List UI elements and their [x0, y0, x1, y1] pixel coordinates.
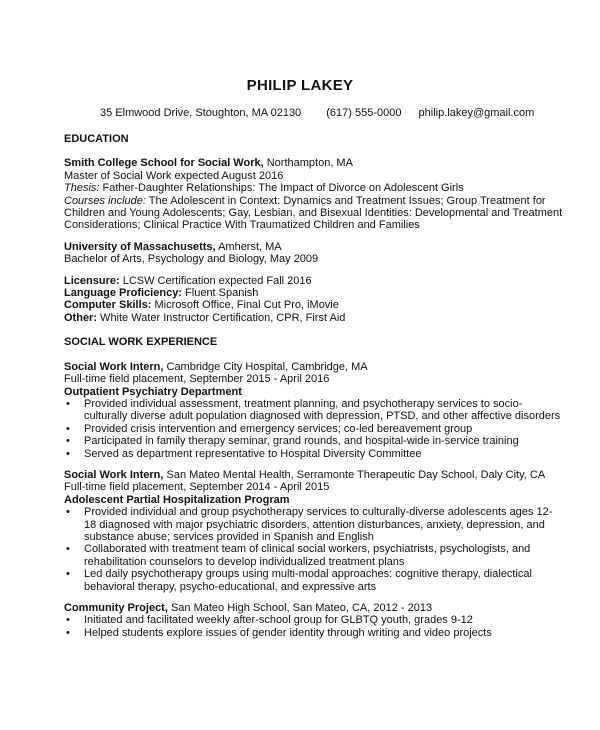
courses-line-1: The Adolescent in Context: Dynamics and Treatment Issues; Group Treatment for: [145, 194, 546, 207]
experience-heading: SOCIAL WORK EXPERIENCE: [64, 336, 218, 349]
smith-degree: Master of Social Work expected August 2016: [64, 169, 284, 182]
courses-line-2: Children and Young Adolescents; Gay, Lesbian, and Bisexual Identities: Developmental and Treatment: [64, 207, 563, 220]
education-heading: EDUCATION: [64, 133, 129, 145]
thesis-text: Father-Daughter Relationships: The Impact of Divorce on Adolescent Girls: [99, 182, 464, 195]
job-community: [64, 602, 564, 639]
umass-school: University of Massachusetts,: [64, 240, 216, 253]
list-item: • Helped students explore issues of gender identity through writing and video projects: [64, 627, 564, 639]
job3-place: San Mateo High School, San Mateo, CA, 2012 - 2013: [167, 602, 433, 614]
job1-bullets: [64, 398, 564, 460]
skills-block: [64, 275, 564, 325]
job1-dept: Outpatient Psychiatry Department: [64, 385, 242, 398]
skill-label: Computer Skills:: [64, 299, 152, 312]
job-san-mateo: [64, 469, 564, 593]
job2-title: Social Work Intern,: [64, 468, 164, 481]
list-item: • Provided individual and group psychotherapy services to culturally-diverse adolescents ages 12-18 diagnosed with major psychiatric disorders, attention disturbances, anxiety, depression, and substance abuse; services provided in Spanish and English: [64, 506, 564, 543]
list-item: • Participated in family therapy seminar, grand rounds, and hospital-wide in-service training: [64, 435, 564, 447]
list-item: • Collaborated with treatment team of clinical social workers, psychiatrists, psychologists, and rehabilitation counselors to develop individualized treatment plans: [64, 543, 564, 568]
job3-bullets: [64, 614, 564, 639]
smith-school: Smith College School for Social Work,: [64, 157, 264, 170]
job1-dates: Full-time field placement, September 2015 - April 2016: [64, 373, 330, 386]
job-cambridge: [64, 361, 564, 460]
skill-value: Microsoft Office, Final Cut Pro, iMovie: [151, 299, 339, 312]
contact-phone: (617) 555-0000: [326, 107, 402, 119]
education-umass: [64, 241, 564, 266]
job2-dept: Adolescent Partial Hospitalization Program: [64, 493, 290, 506]
job2-bullets: [64, 506, 564, 593]
job3-title: Community Project,: [64, 602, 168, 614]
skill-value: White Water Instructor Certification, CPR, First Aid: [97, 311, 346, 324]
smith-location: Northampton, MA: [263, 157, 353, 170]
resume-body: [64, 133, 564, 639]
list-item: • Served as department representative to Hospital Diversity Committee: [64, 448, 564, 460]
contact-email: philip.lakey@gmail.com: [418, 107, 535, 119]
skill-label: Licensure:: [64, 274, 120, 287]
contact-address: 35 Elmwood Drive, Stoughton, MA 02130: [100, 107, 302, 119]
umass-degree: Bachelor of Arts, Psychology and Biology, May 2009: [64, 253, 319, 266]
umass-location: Amherst, MA: [215, 240, 282, 253]
skill-label: Other:: [64, 311, 97, 324]
education-smith: [64, 157, 564, 231]
skill-label: Language Proficiency:: [64, 287, 182, 300]
list-item: • Led daily psychotherapy groups using multi-modal approaches: cognitive therapy, dialectical behavioral therapy, psycho-educational, and expressive arts: [64, 568, 564, 593]
job1-title: Social Work Intern,: [64, 360, 164, 373]
list-item: • Initiated and facilitated weekly after-school group for GLBTQ youth, grades 9-12: [64, 614, 564, 626]
job2-dates: Full-time field placement, September 2014 - April 2015: [64, 481, 330, 494]
courses-label: Courses include:: [64, 194, 146, 207]
contact-line: [100, 107, 540, 119]
list-item: • Provided crisis intervention and emergency services; co-led bereavement group: [64, 423, 564, 435]
thesis-label: Thesis:: [64, 182, 100, 195]
job1-place: Cambridge City Hospital, Cambridge, MA: [163, 360, 368, 373]
skill-value: Fluent Spanish: [181, 287, 259, 300]
courses-line-3: Considerations; Clinical Practice With Traumatized Children and Families: [64, 219, 420, 232]
job2-place: San Mateo Mental Health, Serramonte Therapeutic Day School, Daly City, CA: [163, 468, 546, 481]
list-item: • Provided individual assessment, treatment planning, and psychotherapy services to socio-culturally diverse adult population diagnosed with depression, PTSD, and other affective disorders: [64, 398, 564, 423]
resume-name: PHILIP LAKEY: [246, 77, 354, 94]
skill-value: LCSW Certification expected Fall 2016: [119, 274, 312, 287]
